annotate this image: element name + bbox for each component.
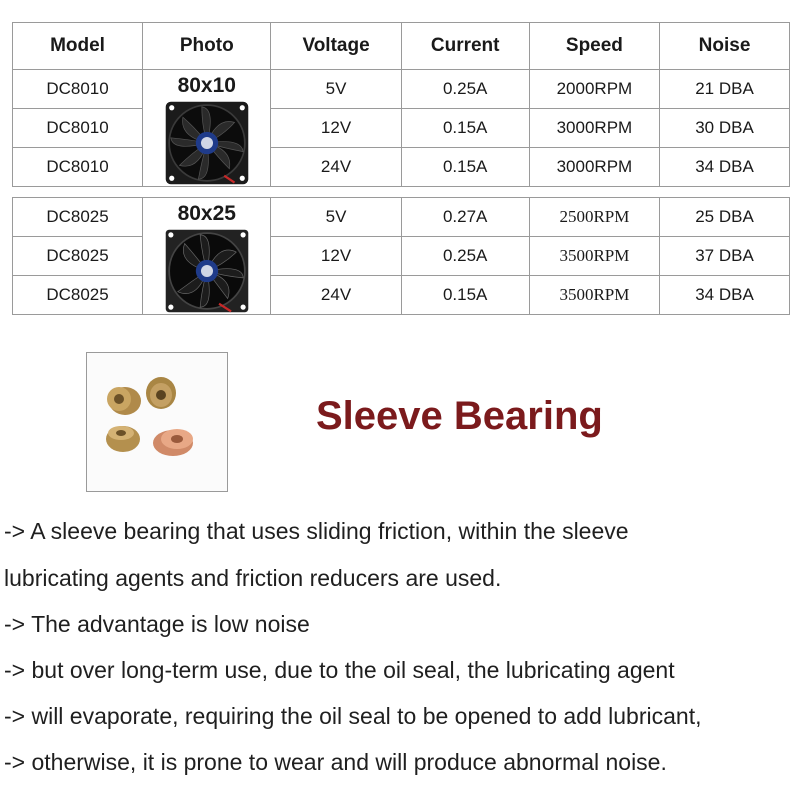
fan-photo-cell xyxy=(143,198,271,315)
table-row xyxy=(13,148,790,187)
table-spacer xyxy=(13,187,790,198)
cell-speed: 3500RPM xyxy=(529,276,659,315)
cell-current: 0.27A xyxy=(401,198,529,237)
cell-model: DC8025 xyxy=(13,198,143,237)
cell-voltage: 5V xyxy=(271,70,401,109)
header-photo: Photo xyxy=(143,23,271,70)
table-row xyxy=(13,276,790,315)
bearing-title: Sleeve Bearing xyxy=(316,394,603,438)
description-line: -> A sleeve bearing that uses sliding friction, within the sleeve xyxy=(4,518,629,544)
cell-model: DC8025 xyxy=(13,276,143,315)
table-row xyxy=(13,237,790,276)
cell-current: 0.25A xyxy=(401,70,529,109)
cell-current: 0.15A xyxy=(401,148,529,187)
fan-80x10-icon xyxy=(164,100,250,186)
fan-size-label: 80x10 xyxy=(177,74,236,97)
header-noise: Noise xyxy=(660,23,790,70)
cell-model: DC8010 xyxy=(13,109,143,148)
fan-photo-cell xyxy=(143,70,271,187)
cell-voltage: 24V xyxy=(271,148,401,187)
header-current: Current xyxy=(401,23,529,70)
description-line: -> but over long-term use, due to the oil seal, the lubricating agent xyxy=(4,657,675,683)
cell-current: 0.15A xyxy=(401,109,529,148)
table-header-row xyxy=(13,23,790,70)
cell-voltage: 5V xyxy=(271,198,401,237)
cell-current: 0.25A xyxy=(401,237,529,276)
fan-80x25-icon xyxy=(164,228,250,314)
fan-size-label: 80x25 xyxy=(177,202,236,225)
cell-model: DC8010 xyxy=(13,70,143,109)
header-model: Model xyxy=(13,23,143,70)
description-line: -> will evaporate, requiring the oil seal to be opened to add lubricant, xyxy=(4,703,702,729)
description-line: lubricating agents and friction reducers are used. xyxy=(4,565,502,591)
table-row xyxy=(13,70,790,109)
table-row xyxy=(13,198,790,237)
cell-speed: 3000RPM xyxy=(529,148,659,187)
table-row xyxy=(13,109,790,148)
cell-noise: 25 DBA xyxy=(660,198,790,237)
cell-model: DC8025 xyxy=(13,237,143,276)
sleeve-bearing-photo xyxy=(86,352,228,492)
description-line: -> otherwise, it is prone to wear and will produce abnormal noise. xyxy=(4,749,667,775)
spec-table xyxy=(12,22,790,315)
cell-voltage: 12V xyxy=(271,237,401,276)
cell-speed: 3000RPM xyxy=(529,109,659,148)
cell-noise: 34 DBA xyxy=(660,276,790,315)
cell-noise: 37 DBA xyxy=(660,237,790,276)
cell-speed: 2500RPM xyxy=(529,198,659,237)
cell-voltage: 24V xyxy=(271,276,401,315)
sleeve-bearing-icon xyxy=(87,353,227,491)
cell-model: DC8010 xyxy=(13,148,143,187)
header-voltage: Voltage xyxy=(271,23,401,70)
cell-noise: 30 DBA xyxy=(660,109,790,148)
cell-speed: 2000RPM xyxy=(529,70,659,109)
header-speed: Speed xyxy=(529,23,659,70)
cell-noise: 21 DBA xyxy=(660,70,790,109)
description-line: -> The advantage is low noise xyxy=(4,611,310,637)
cell-speed: 3500RPM xyxy=(529,237,659,276)
cell-noise: 34 DBA xyxy=(660,148,790,187)
cell-current: 0.15A xyxy=(401,276,529,315)
cell-voltage: 12V xyxy=(271,109,401,148)
